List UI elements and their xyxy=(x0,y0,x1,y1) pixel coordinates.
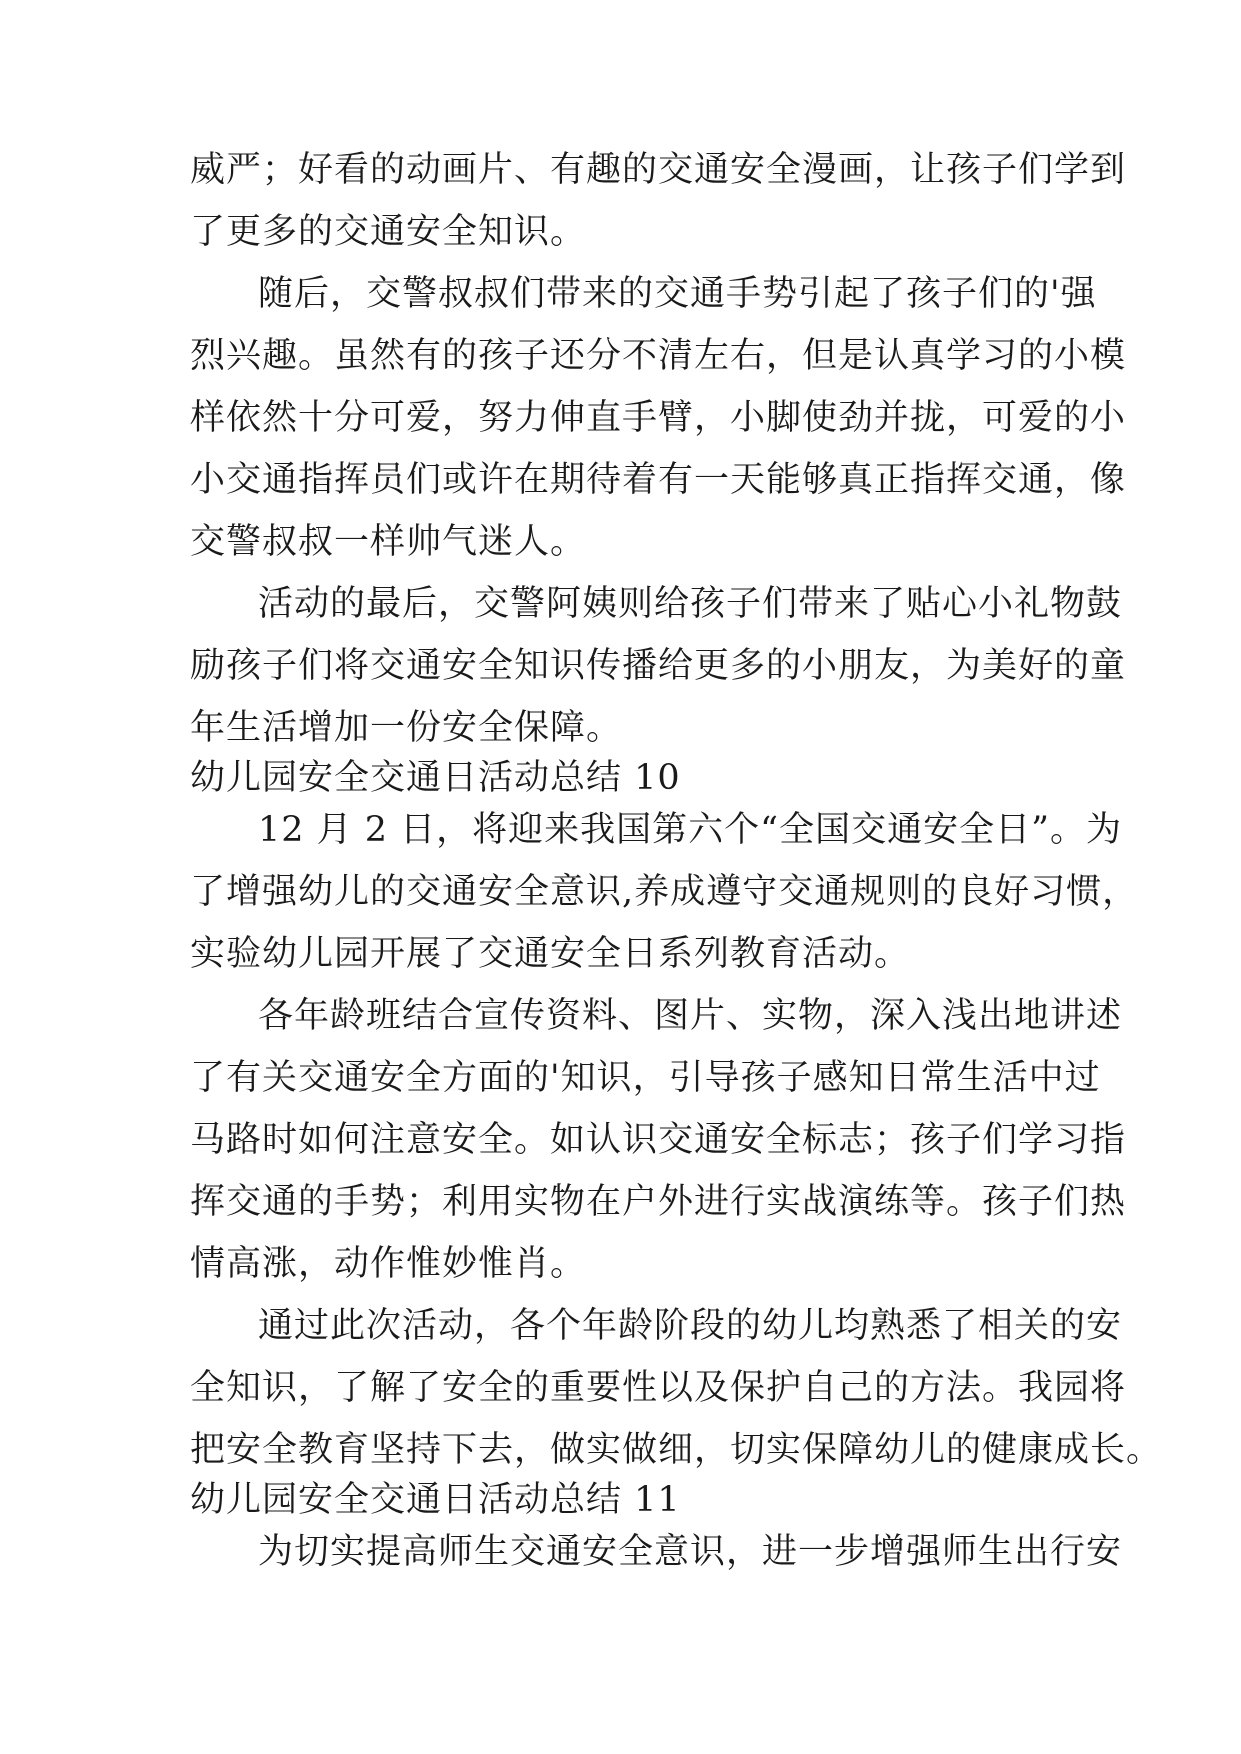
paragraph-line: 12 月 2 日，将迎来我国第六个“全国交通安全日”。为 xyxy=(258,810,1122,850)
section-heading: 幼儿园安全交通日活动总结 10 xyxy=(190,758,681,798)
paragraph-line: 了有关交通安全方面的'知识，引导孩子感知日常生活中过 xyxy=(190,1058,1101,1098)
paragraph-line: 全知识，了解了安全的重要性以及保护自己的方法。我园将 xyxy=(190,1368,1127,1408)
paragraph-line: 励孩子们将交通安全知识传播给更多的小朋友，为美好的童 xyxy=(190,646,1127,686)
paragraph-line: 实验幼儿园开展了交通安全日系列教育活动。 xyxy=(190,934,911,974)
paragraph-line: 威严；好看的动画片、有趣的交通安全漫画，让孩子们学到 xyxy=(190,150,1127,190)
paragraph-line: 挥交通的手势；利用实物在户外进行实战演练等。孩子们热 xyxy=(190,1182,1127,1222)
paragraph-line: 样依然十分可爱，努力伸直手臂，小脚使劲并拢，可爱的小 xyxy=(190,398,1127,438)
paragraph-line: 情高涨，动作惟妙惟肖。 xyxy=(190,1244,587,1284)
paragraph-line: 了更多的交通安全知识。 xyxy=(190,212,587,252)
paragraph-line: 为切实提高师生交通安全意识，进一步增强师生出行安 xyxy=(258,1532,1123,1572)
paragraph-line: 各年龄班结合宣传资料、图片、实物，深入浅出地讲述 xyxy=(258,996,1123,1036)
paragraph-line: 马路时如何注意安全。如认识交通安全标志；孩子们学习指 xyxy=(190,1120,1127,1160)
paragraph-line: 把安全教育坚持下去，做实做细，切实保障幼儿的健康成长。 xyxy=(190,1430,1163,1470)
paragraph-line: 活动的最后，交警阿姨则给孩子们带来了贴心小礼物鼓 xyxy=(258,584,1123,624)
paragraph-line: 小交通指挥员们或许在期待着有一天能够真正指挥交通，像 xyxy=(190,460,1127,500)
paragraph-line: 年生活增加一份安全保障。 xyxy=(190,708,623,748)
paragraph-line: 了增强幼儿的交通安全意识,养成遵守交通规则的良好习惯， xyxy=(190,872,1139,912)
paragraph-line: 烈兴趣。虽然有的孩子还分不清左右，但是认真学习的小模 xyxy=(190,336,1127,376)
paragraph-line: 通过此次活动，各个年龄阶段的幼儿均熟悉了相关的安 xyxy=(258,1306,1123,1346)
paragraph-line: 随后，交警叔叔们带来的交通手势引起了孩子们的'强 xyxy=(258,274,1097,314)
section-heading: 幼儿园安全交通日活动总结 11 xyxy=(190,1480,681,1520)
paragraph-line: 交警叔叔一样帅气迷人。 xyxy=(190,522,587,562)
